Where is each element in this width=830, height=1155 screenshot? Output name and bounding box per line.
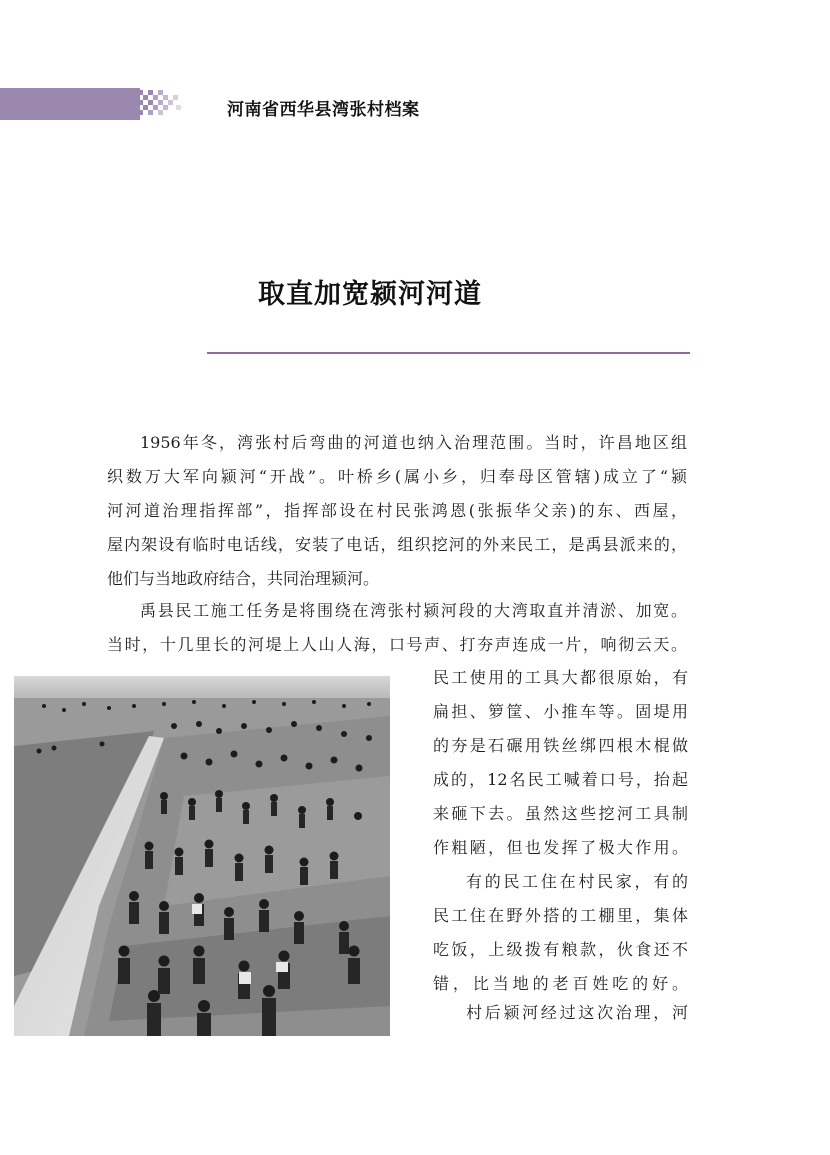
body-line: 他们与当地政府结合，共同治理颍河。 — [107, 569, 380, 588]
header-title: 河南省西华县湾张村档案 — [227, 100, 420, 120]
river-dredging-photo — [14, 676, 390, 1036]
header-pixel-decoration — [138, 90, 182, 118]
side-line: 作粗陋，但也发挥了极大作用。 — [433, 838, 688, 857]
side-line: 吃饭，上级拨有粮款，伙食还不 — [433, 940, 688, 959]
side-line: 民工住在野外搭的工棚里，集体 — [433, 906, 688, 925]
photo-icon — [14, 676, 390, 1036]
body-line: 当时，十几里长的河堤上人山人海，口号声、打夯声连成一片，响彻云天。 — [107, 635, 687, 654]
side-line: 扁担、箩筐、小推车等。固堤用 — [433, 702, 688, 721]
side-line: 民工使用的工具大都很原始，有 — [433, 668, 688, 687]
title-divider — [207, 352, 690, 354]
side-line: 来砸下去。虽然这些挖河工具制 — [433, 804, 688, 823]
side-line: 的夯是石碾用铁丝绑四根木棍做 — [433, 736, 688, 755]
chapter-title: 取直加宽颍河河道 — [258, 279, 482, 310]
body-line: 织数万大军向颍河“开战”。叶桥乡(属小乡，归奉母区管辖)成立了“颍 — [107, 467, 687, 486]
side-line: 成的，12名民工喊着口号，抬起 — [433, 770, 688, 789]
side-line: 有的民工住在村民家，有的 — [466, 872, 688, 891]
header-accent-bar — [0, 88, 140, 120]
side-line: 错，比当地的老百姓吃的好。 — [433, 974, 688, 993]
body-line: 禹县民工施工任务是将围绕在湾张村颍河段的大湾取直并清淤、加宽。 — [140, 601, 687, 620]
body-line: 河河道治理指挥部”，指挥部设在村民张鸿恩(张振华父亲)的东、西屋， — [107, 501, 687, 520]
body-line: 屋内架设有临时电话线，安装了电话，组织挖河的外来民工，是禹县派来的， — [107, 535, 687, 554]
body-line: 1956年冬，湾张村后弯曲的河道也纳入治理范围。当时，许昌地区组 — [140, 433, 687, 452]
side-line: 村后颍河经过这次治理，河 — [466, 1003, 688, 1022]
